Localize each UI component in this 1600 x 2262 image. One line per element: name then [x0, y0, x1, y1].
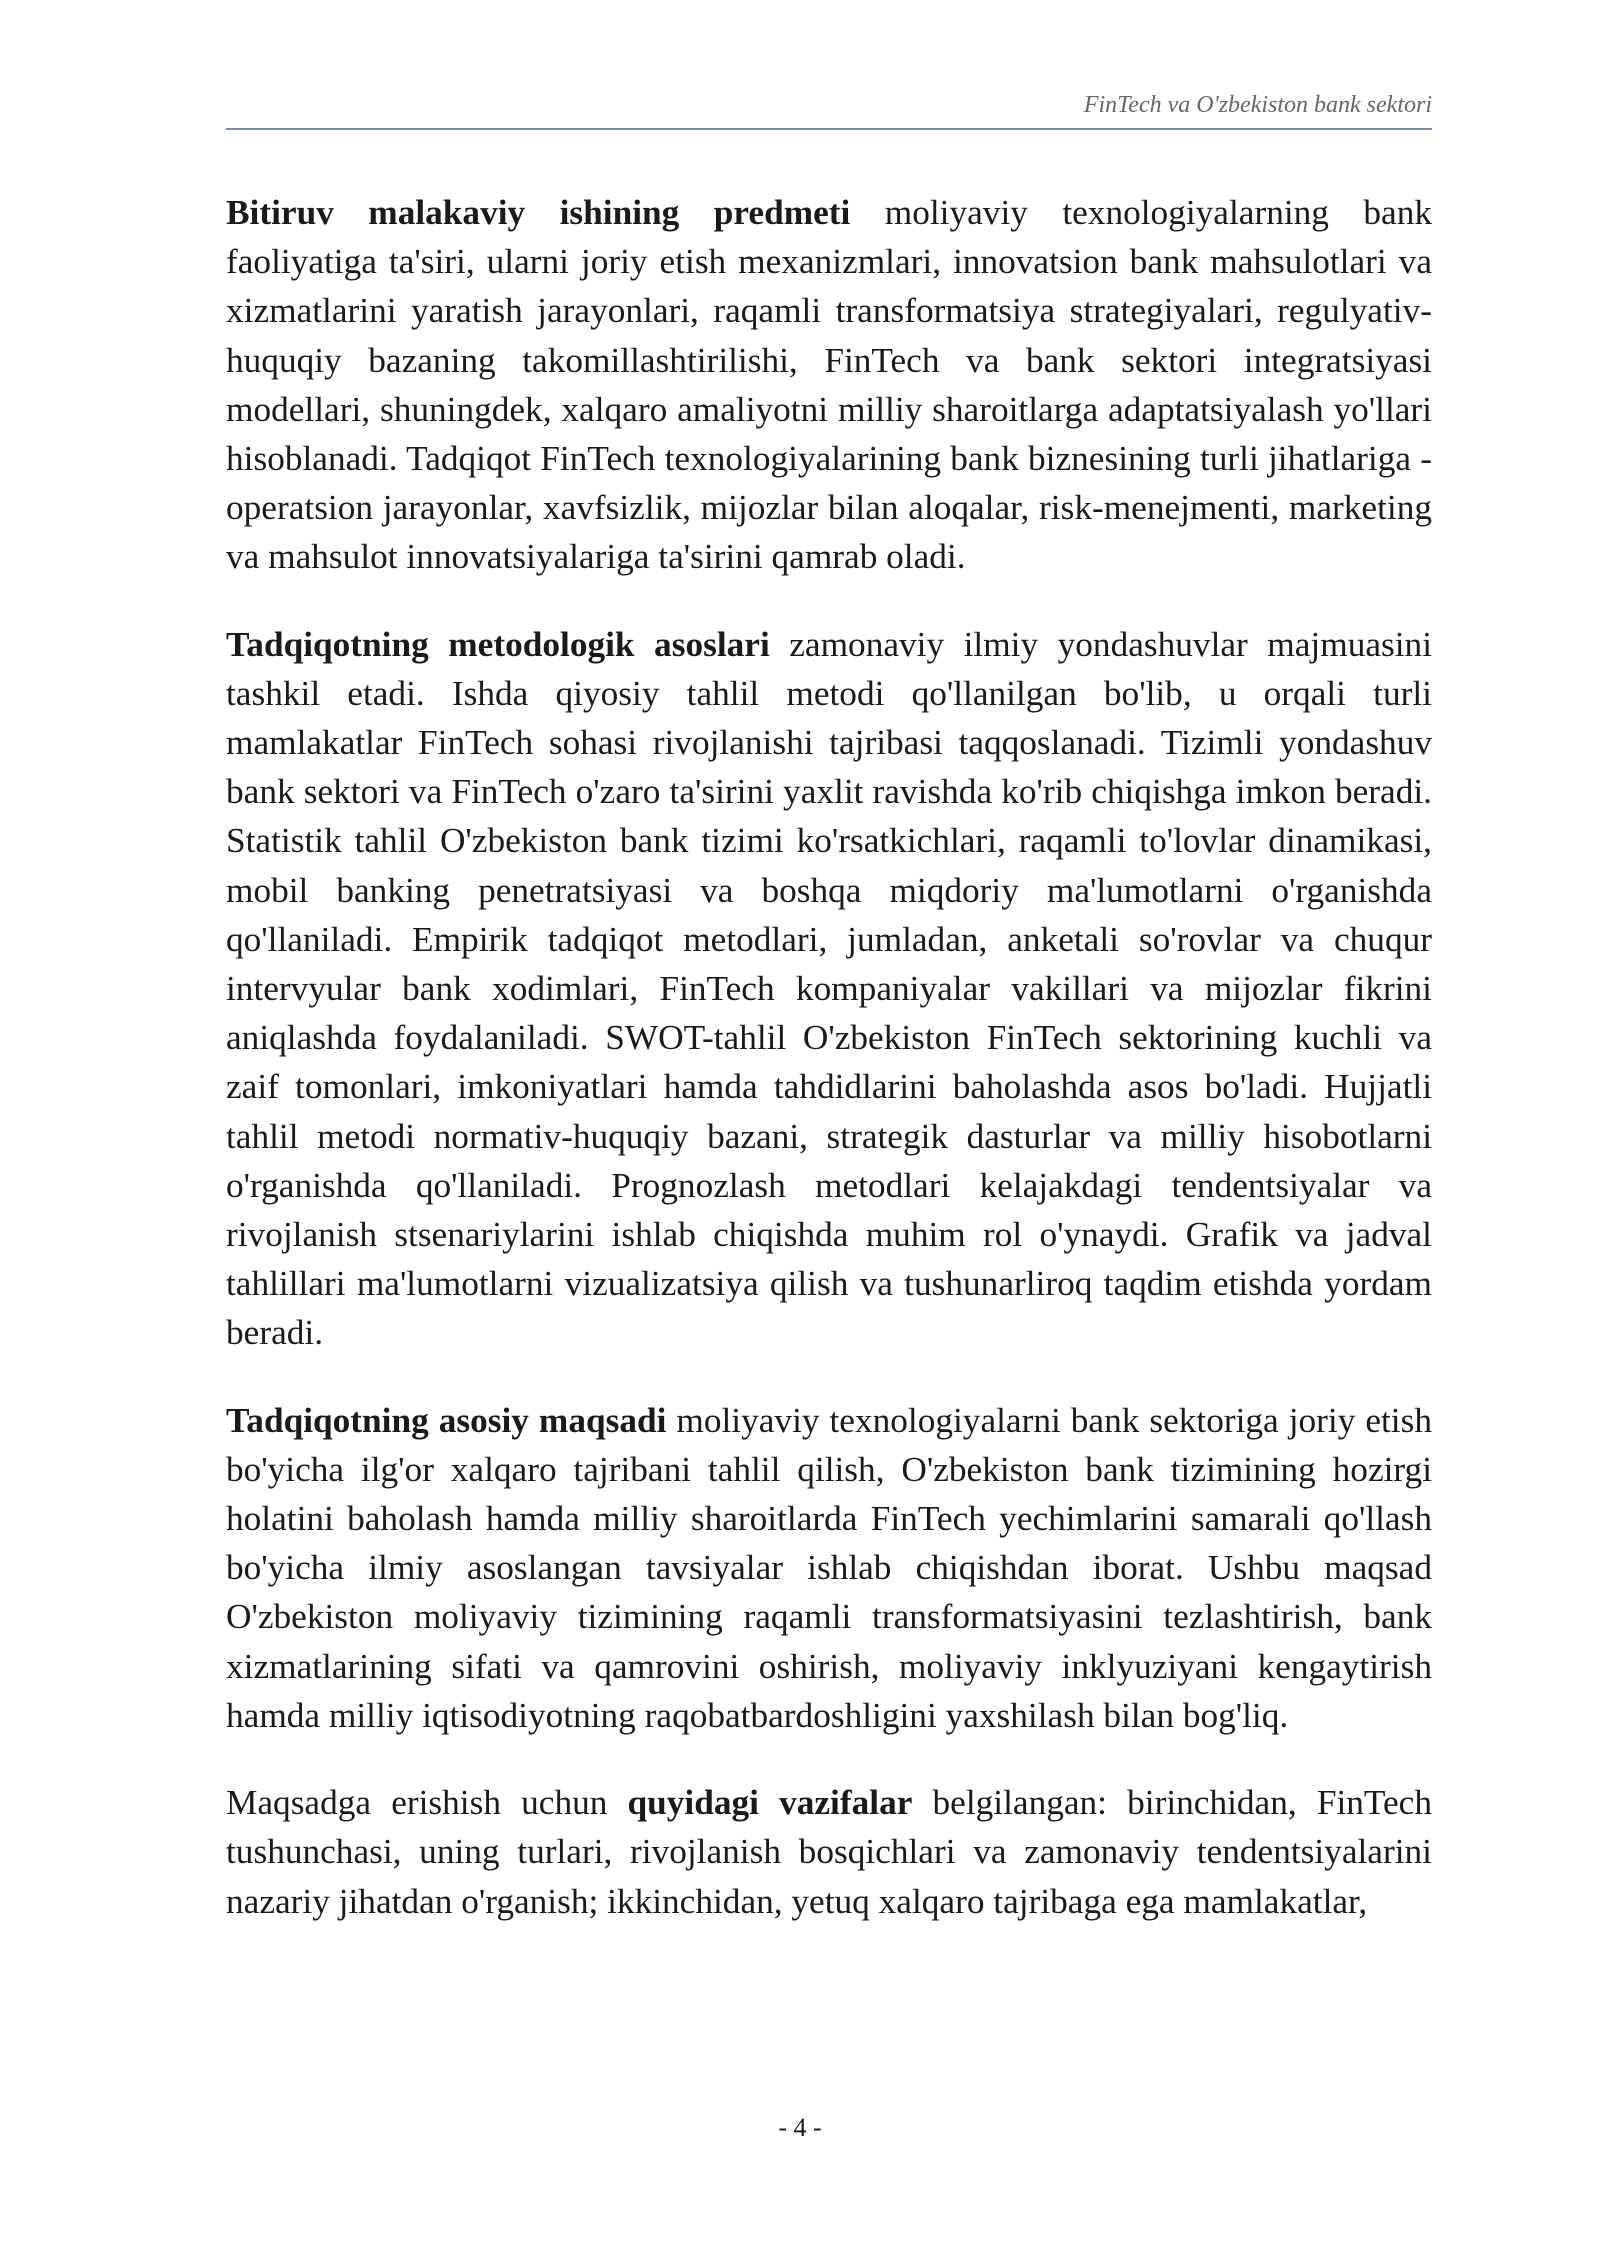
paragraph-tasks-lead: Maqsadga erishish uchun — [226, 1783, 628, 1823]
running-header-title: FinTech va O'zbekiston bank sektori — [1083, 92, 1432, 118]
paragraph-goal-text: moliyaviy texnologiyalarni bank sektoriga joriy etish bo'yicha ilg'or xalqaro tajribani tahlil qilish, O'zbekiston bank tizimining hozirgi holatini baholash hamda milliy sharoitlarda FinTech yechimlarini samarali qo'llash bo'yicha ilmiy asoslangan tavsiyalar ishlab chiqishdan iborat. Ushbu maqsad O'zbekiston moliyaviy tizimining raqamli transformatsiyasini tezlashtirish, bank xizmatlarining sifati va qamrovini oshirish, moliyaviy inklyuziyani kengaytirish hamda milliy iqtisodiyotning raqobatbardoshligini yaxshilash bilan bog'liq. — [226, 1400, 1432, 1735]
paragraph-tasks-heading: quyidagi vazifalar — [627, 1783, 913, 1823]
paragraph-methodology — [226, 620, 1432, 1358]
paragraph-subject — [226, 188, 1432, 582]
paragraph-tasks — [226, 1778, 1432, 1926]
paragraph-methodology-heading: Tadqiqotning metodologik asoslari — [226, 624, 770, 664]
paragraph-goal — [226, 1396, 1432, 1740]
paragraph-tasks-text: belgilangan: birinchidan, FinTech tushunchasi, uning turlari, rivojlanish bosqichlari va zamonaviy tendentsiyalarini nazariy jihatdan o'rganish; ikkinchidan, yetuq xalqaro tajribaga ega mamlakatlar, — [226, 1783, 1432, 1921]
paragraph-methodology-text: zamonaviy ilmiy yondashuvlar majmuasini tashkil etadi. Ishda qiyosiy tahlil metodi qo'llanilgan bo'lib, u orqali turli mamlakatlar FinTech sohasi rivojlanishi tajribasi taqqoslanadi. Tizimli yondashuv bank sektori va FinTech o'zaro ta'sirini yaxlit ravishda ko'rib chiqishga imkon beradi. Statistik tahlil O'zbekiston bank tizimi ko'rsatkichlari, raqamli to'lovlar dinamikasi, mobil banking penetratsiyasi va boshqa miqdoriy ma'lumotlarni o'rganishda qo'llaniladi. Empirik tadqiqot metodlari, jumladan, anketali so'rovlar va chuqur intervyular bank xodimlari, FinTech kompaniyalar vakillari va mijozlar fikrini aniqlashda foydalaniladi. SWOT-tahlil O'zbekiston FinTech sektorining kuchli va zaif tomonlari, imkoniyatlari hamda tahdidlarini baholashda asos bo'ladi. Hujjatli tahlil metodi normativ-huquqiy bazani, strategik dasturlar va milliy hisobotlarni o'rganishda qo'llaniladi. Prognozlash metodlari kelajakdagi tendentsiyalar va rivojlanish stsenariylarini ishlab chiqishda muhim rol o'ynaydi. Grafik va jadval tahlillari ma'lumotlarni vizualizatsiya qilish va tushunarliroq taqdim etishda yordam beradi. — [226, 624, 1433, 1353]
running-header — [226, 92, 1432, 130]
paragraph-goal-heading: Tadqiqotning asosiy maqsadi — [226, 1400, 667, 1440]
paragraph-subject-heading: Bitiruv malakaviy ishining predmeti — [226, 193, 851, 232]
page-number: - 4 - — [778, 2113, 822, 2142]
document-body — [226, 188, 1432, 1964]
paragraph-subject-text: moliyaviy texnologiyalarning bank faoliyatiga ta'siri, ularni joriy etish mexanizmlari, innovatsion bank mahsulotlari va xizmatlarini yaratish jarayonlari, raqamli transformatsiya strategiyalari, regulyativ-huquqiy bazaning takomillashtirilishi, FinTech va bank sektori integratsiyasi modellari, shuningdek, xalqaro amaliyotni milliy sharoitlarga adaptatsiyalash yo'llari hisoblanadi. Tadqiqot FinTech texnologiyalarining bank biznesining turli jihatlariga - operatsion jarayonlar, xavfsizlik, mijozlar bilan aloqalar, risk-menejmenti, marketing va mahsulot innovatsiyalariga ta'sirini qamrab oladi. — [226, 193, 1432, 577]
